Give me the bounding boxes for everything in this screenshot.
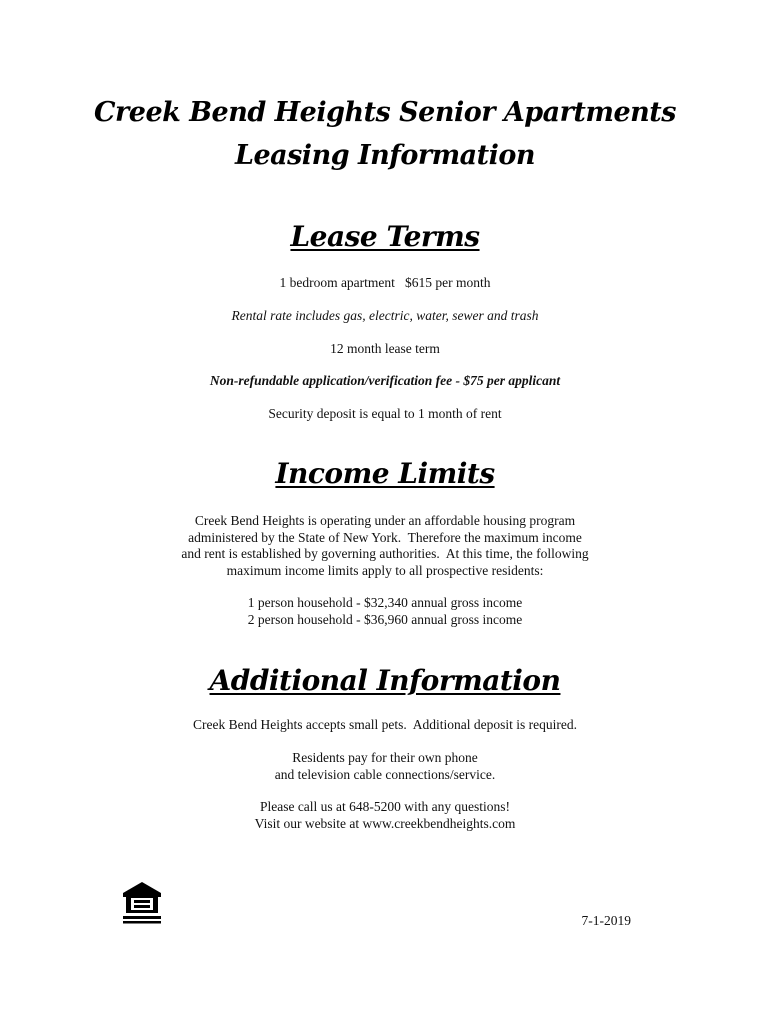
- income-paragraph: [0, 513, 770, 579]
- income-paragraph-line: maximum income limits apply to all prospective residents:: [226, 562, 544, 578]
- contact-website: Visit our website at www.creekbendheights.com: [254, 815, 516, 831]
- income-limit-item: 1 person household - $32,340 annual gross income: [247, 595, 523, 610]
- document-title: Creek Bend Heights Senior Apartments: [94, 97, 676, 128]
- security-deposit: Security deposit is equal to 1 month of rent: [268, 406, 502, 421]
- contact-phone: Please call us at 648-5200 with any questions!: [259, 799, 511, 814]
- income-paragraph-line: and rent is established by governing authorities. At this time, the following: [181, 546, 589, 561]
- income-limits-list: [0, 595, 770, 628]
- apartment-rate: 1 bedroom apartment $615 per month: [279, 275, 491, 290]
- equal-housing-opportunity-icon: [121, 880, 163, 926]
- utilities-note: [0, 750, 770, 783]
- utilities-line: Residents pay for their own phone: [292, 750, 478, 765]
- utilities-line: and television cable connections/service.: [274, 766, 496, 782]
- income-paragraph-line: administered by the State of New York. Therefore the maximum income: [188, 529, 582, 545]
- income-limit-item: 2 person household - $36,960 annual gross income: [247, 611, 523, 627]
- lease-terms-heading: Lease Terms: [290, 220, 480, 253]
- application-fee: Non-refundable application/verification fee - $75 per applicant: [209, 373, 561, 388]
- income-paragraph-line: Creek Bend Heights is operating under an affordable housing program: [194, 513, 576, 528]
- document-date: 7-1-2019: [581, 913, 631, 928]
- pets-policy: Creek Bend Heights accepts small pets. Additional deposit is required.: [193, 717, 577, 732]
- additional-info-heading: Additional Information: [209, 664, 561, 697]
- rate-includes: Rental rate includes gas, electric, water, sewer and trash: [231, 308, 539, 323]
- contact-info: [0, 799, 770, 832]
- document-subtitle: Leasing Information: [234, 140, 536, 171]
- income-limits-heading: Income Limits: [275, 457, 495, 490]
- lease-term: 12 month lease term: [330, 341, 440, 356]
